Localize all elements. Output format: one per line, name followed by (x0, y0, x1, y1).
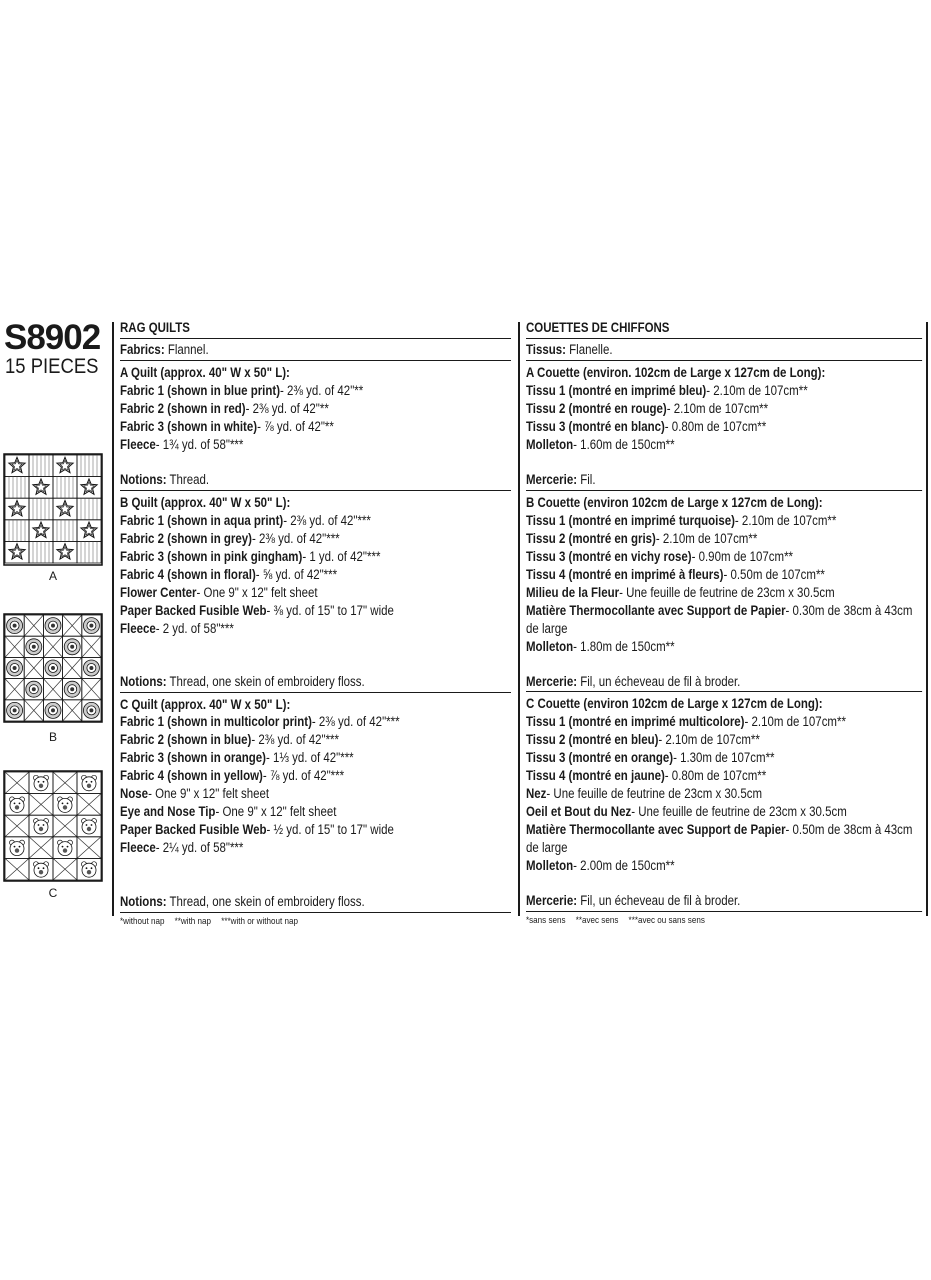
notions-label: Mercerie: (526, 472, 578, 488)
yardage-amount: - 1⅓ yd. of 42"*** (266, 750, 354, 766)
yardage-item: Eye and Nose Tip (120, 803, 216, 819)
yardage-amount: - 0.50m de 107cm** (723, 566, 825, 582)
notions-value: Fil, un écheveau de fil à broder. (577, 893, 741, 909)
yardage-item: Nose (120, 786, 149, 802)
yardage-item: Tissu 2 (montré en gris) (526, 531, 656, 547)
footnote: ***with or without nap (221, 915, 298, 927)
yardage-item: Tissu 3 (montré en vichy rose) (526, 549, 692, 565)
yardage-amount: - 0.50m de 38cm à 43cm de large (526, 821, 913, 855)
yardage-item: Fabric 2 (shown in blue) (120, 732, 252, 748)
quilt-heading: A Couette (environ. 102cm de Large x 127cm de Long): (526, 364, 826, 380)
divider-left (112, 322, 114, 916)
yardage-amount: - ⅞ yd. of 42"** (257, 418, 334, 434)
yardage-amount: - 1.30m de 107cm** (673, 750, 775, 766)
footnotes (526, 914, 922, 927)
yardage-amount: - 0.90m de 107cm** (691, 549, 794, 565)
yardage-item: Fabric 1 (shown in aqua print) (120, 513, 284, 529)
yardage-item: Matière Thermocollante avec Support de Papier (526, 602, 786, 618)
quilt-a-label: A (48, 569, 57, 583)
fabrics-value: Flannel. (164, 342, 209, 357)
yardage-amount: - One 9" x 12" felt sheet (196, 584, 318, 600)
notions-label: Notions: (120, 673, 167, 689)
yardage-amount: - 0.80m de 107cm** (664, 418, 767, 434)
fabrics-value: Flanelle. (565, 342, 613, 357)
yardage-amount: - One 9" x 12" felt sheet (215, 803, 337, 819)
yardage-item: Fabric 3 (shown in pink gingham) (120, 549, 303, 565)
yardage-item: Nez (526, 785, 547, 801)
quilt-c-requirements (120, 695, 511, 911)
fabrics-label: Tissus: (526, 342, 566, 357)
yardage-amount: - 2⅜ yd. of 42"*** (283, 513, 371, 529)
yardage-item: Flower Center (120, 584, 197, 600)
yardage-amount: - 2.10m de 107cm** (658, 732, 760, 748)
quilt-b-illustration (3, 613, 103, 723)
yardage-amount: - 1.60m de 150cm** (573, 436, 675, 452)
yardage-amount: - 2.00m de 150cm** (573, 857, 675, 873)
yardage-item: Molleton (526, 857, 574, 873)
yardage-amount: - 1.80m de 150cm** (573, 638, 675, 654)
yardage-item: Oeil et Bout du Nez (526, 803, 632, 819)
yardage-item: Fabric 2 (shown in grey) (120, 531, 252, 547)
quilt-b-label: B (48, 730, 57, 744)
yardage-amount: - 2⅜ yd. of 42"*** (251, 531, 340, 547)
footnotes (120, 915, 511, 928)
yardage-item: Fabric 1 (shown in multicolor print) (120, 714, 312, 730)
yardage-amount: - Une feuille de feutrine de 23cm x 30.5cm (546, 785, 763, 801)
notions-value: Fil. (577, 472, 596, 488)
yardage-amount: - 2⅜ yd. of 42"*** (251, 732, 339, 748)
yardage-amount: - 2⅜ yd. of 42"** (245, 400, 329, 416)
yardage-amount: - One 9" x 12" felt sheet (148, 786, 270, 802)
yardage-amount: - Une feuille de feutrine de 23cm x 30.5cm (619, 584, 835, 600)
yardage-amount: - 2⅜ yd. of 42"** (280, 382, 364, 398)
pattern-envelope-back (0, 318, 931, 927)
yardage-amount: - 2.10m de 107cm** (744, 714, 846, 730)
english-column (120, 318, 513, 928)
divider-middle (518, 322, 520, 916)
notions-label: Mercerie: (526, 893, 578, 909)
quilt-heading: C Quilt (approx. 40" W x 50" L): (120, 696, 291, 712)
yardage-item: Fabric 4 (shown in yellow) (120, 768, 263, 784)
footnote: *sans sens (526, 915, 566, 927)
piece-count: 15 PIECES (5, 355, 99, 378)
yardage-amount: - ⅞ yd. of 42"*** (262, 768, 345, 784)
section-title: RAG QUILTS (120, 320, 190, 335)
yardage-item: Tissu 2 (montré en rouge) (526, 400, 667, 416)
yardage-item: Tissu 1 (montré en imprimé turquoise) (526, 513, 735, 529)
quilt-heading: C Couette (environ 102cm de Large x 127cm de Long): (526, 696, 823, 712)
quilt-c-label: C (48, 886, 58, 900)
yardage-amount: - ½ yd. of 15" to 17" wide (266, 821, 394, 837)
yardage-amount: - 2.10m de 107cm** (706, 382, 808, 398)
yardage-item: Tissu 3 (montré en orange) (526, 750, 674, 766)
footnote: *without nap (120, 915, 165, 927)
quilt-b-requirements (120, 493, 511, 690)
footnote: ***avec ou sans sens (628, 915, 705, 927)
yardage-item: Tissu 3 (montré en blanc) (526, 418, 665, 434)
yardage-item: Fabric 4 (shown in floral) (120, 566, 256, 582)
yardage-item: Tissu 4 (montré en imprimé à fleurs) (526, 566, 724, 582)
quilt-heading: B Couette (environ 102cm de Large x 127cm de Long): (526, 495, 823, 511)
notions-value: Thread. (166, 472, 210, 488)
yardage-amount: - 2.10m de 107cm** (666, 400, 769, 416)
yardage-amount: - 2.10m de 107cm** (734, 513, 837, 529)
quilt-c-illustration (3, 770, 103, 882)
divider-right (926, 322, 928, 916)
yardage-item: Tissu 2 (montré en bleu) (526, 732, 659, 748)
quilt-heading: A Quilt (approx. 40" W x 50" L): (120, 364, 290, 380)
quilt-a-illustration (3, 453, 103, 566)
yardage-item: Fabric 3 (shown in white) (120, 418, 258, 434)
yardage-item: Molleton (526, 638, 574, 654)
yardage-item: Matière Thermocollante avec Support de Papier (526, 821, 786, 837)
quilt-c-requirements (526, 694, 922, 910)
yardage-item: Milieu de la Fleur (526, 584, 620, 600)
yardage-amount: - 0.30m de 38cm à 43cm de large (526, 602, 913, 636)
yardage-item: Fabric 1 (shown in blue print) (120, 382, 281, 398)
yardage-item: Tissu 1 (montré en imprimé multicolore) (526, 714, 745, 730)
yardage-amount: - Une feuille de feutrine de 23cm x 30.5cm (631, 803, 847, 819)
yardage-item: Fleece (120, 436, 156, 452)
fabrics-label: Fabrics: (120, 342, 165, 357)
notions-value: Fil, un écheveau de fil à broder. (577, 673, 741, 689)
yardage-amount: - ⅝ yd. of 42"*** (255, 566, 338, 582)
yardage-amount: - 2¼ yd. of 58"*** (155, 839, 244, 855)
yardage-amount: - 1 yd. of 42"*** (302, 549, 381, 565)
quilt-a-requirements (526, 363, 922, 489)
yardage-item: Paper Backed Fusible Web (120, 602, 267, 618)
yardage-amount: - ⅜ yd. of 15" to 17" wide (266, 602, 394, 618)
yardage-amount: - 2⅜ yd. of 42"*** (311, 714, 400, 730)
yardage-item: Fleece (120, 839, 156, 855)
footnote: **with nap (174, 915, 212, 927)
yardage-item: Tissu 1 (montré en imprimé bleu) (526, 382, 707, 398)
quilt-b-requirements (526, 493, 922, 690)
quilt-heading: B Quilt (approx. 40" W x 50" L): (120, 495, 291, 511)
yardage-item: Molleton (526, 436, 574, 452)
notions-label: Mercerie: (526, 673, 578, 689)
section-title: COUETTES DE CHIFFONS (526, 320, 670, 335)
notions-label: Notions: (120, 472, 167, 488)
yardage-item: Fabric 3 (shown in orange) (120, 750, 267, 766)
yardage-amount: - 2 yd. of 58"*** (155, 620, 234, 636)
yardage-amount: - 1¾ yd. of 58"*** (155, 436, 244, 452)
quilt-a-requirements (120, 363, 511, 489)
yardage-item: Paper Backed Fusible Web (120, 821, 267, 837)
yardage-item: Fabric 2 (shown in red) (120, 400, 246, 416)
notions-value: Thread, one skein of embroidery floss. (166, 893, 365, 909)
yardage-amount: - 0.80m de 107cm** (664, 768, 767, 784)
yardage-amount: - 2.10m de 107cm** (655, 531, 758, 547)
notions-label: Notions: (120, 893, 167, 909)
yardage-item: Tissu 4 (montré en jaune) (526, 768, 665, 784)
pattern-code: S8902 (4, 318, 101, 357)
yardage-item: Fleece (120, 620, 156, 636)
french-column (526, 318, 922, 927)
footnote: **avec sens (575, 915, 619, 927)
notions-value: Thread, one skein of embroidery floss. (166, 673, 365, 689)
